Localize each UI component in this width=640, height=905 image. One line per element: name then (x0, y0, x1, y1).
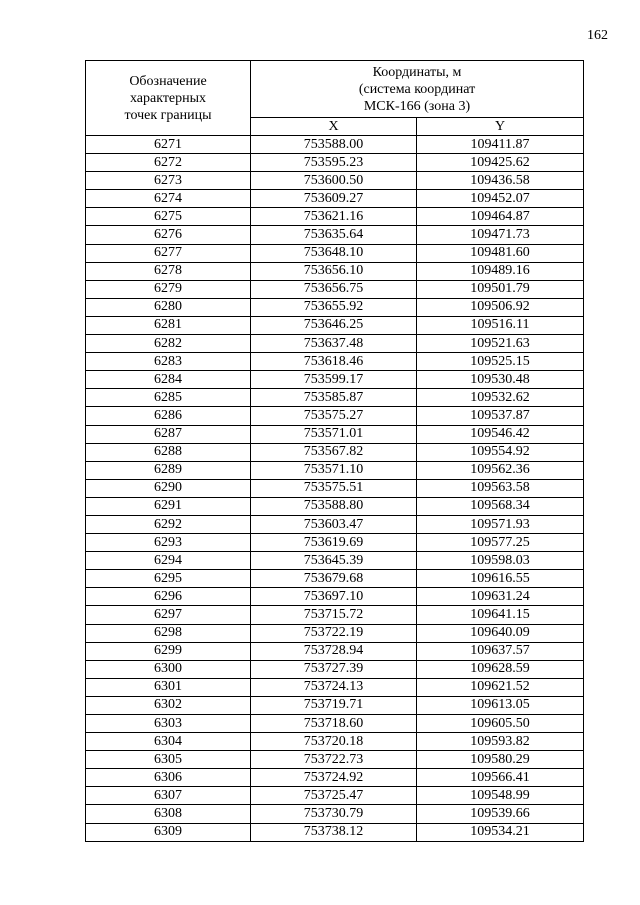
table-row (86, 570, 584, 588)
point-id-cell: 6271 (86, 136, 251, 154)
x-coordinate-cell: 753618.46 (251, 353, 417, 371)
x-coordinate-cell: 753635.64 (251, 226, 417, 244)
y-coordinate-cell: 109605.50 (417, 715, 584, 733)
table-row (86, 262, 584, 280)
table-row (86, 154, 584, 172)
x-coordinate-cell: 753697.10 (251, 588, 417, 606)
point-designation-header (86, 61, 251, 136)
x-coordinate-cell: 753722.19 (251, 624, 417, 642)
x-coordinate-cell: 753646.25 (251, 316, 417, 334)
point-id-cell: 6277 (86, 244, 251, 262)
table-row (86, 353, 584, 371)
x-coordinate-cell: 753619.69 (251, 534, 417, 552)
point-id-cell: 6294 (86, 552, 251, 570)
point-id-cell: 6308 (86, 805, 251, 823)
x-coordinate-cell: 753588.00 (251, 136, 417, 154)
y-coordinate-cell: 109566.41 (417, 769, 584, 787)
table-row (86, 552, 584, 570)
point-id-cell: 6306 (86, 769, 251, 787)
x-coordinate-cell: 753718.60 (251, 715, 417, 733)
y-coordinate-cell: 109530.48 (417, 371, 584, 389)
x-coordinate-cell: 753609.27 (251, 190, 417, 208)
point-id-cell: 6276 (86, 226, 251, 244)
x-coordinate-cell: 753645.39 (251, 552, 417, 570)
table-row (86, 624, 584, 642)
point-header-line: точек границы (124, 107, 212, 123)
table-row (86, 316, 584, 334)
y-coordinate-cell: 109548.99 (417, 787, 584, 805)
point-id-cell: 6296 (86, 588, 251, 606)
table-row (86, 769, 584, 787)
y-coordinate-cell: 109562.36 (417, 461, 584, 479)
table-row (86, 751, 584, 769)
table-row (86, 660, 584, 678)
point-id-cell: 6299 (86, 642, 251, 660)
point-id-cell: 6298 (86, 624, 251, 642)
coords-header-line: (система координат (358, 81, 476, 97)
point-id-cell: 6301 (86, 678, 251, 696)
y-coordinate-cell: 109534.21 (417, 823, 584, 841)
y-coordinate-cell: 109525.15 (417, 353, 584, 371)
table-row (86, 733, 584, 751)
x-coordinate-cell: 753719.71 (251, 696, 417, 714)
x-coordinate-cell: 753715.72 (251, 606, 417, 624)
y-coordinate-cell: 109571.93 (417, 515, 584, 533)
y-coordinate-cell: 109640.09 (417, 624, 584, 642)
table-row (86, 696, 584, 714)
y-column-header: Y (417, 118, 584, 136)
point-id-cell: 6304 (86, 733, 251, 751)
y-coordinate-cell: 109563.58 (417, 479, 584, 497)
table-row (86, 497, 584, 515)
point-id-cell: 6292 (86, 515, 251, 533)
header-row (86, 61, 584, 118)
x-coordinate-cell: 753621.16 (251, 208, 417, 226)
coordinates-header (251, 61, 584, 118)
coords-header-line: Координаты, м (372, 64, 462, 80)
point-id-cell: 6282 (86, 335, 251, 353)
coordinates-table (85, 60, 584, 842)
y-coordinate-cell: 109501.79 (417, 280, 584, 298)
y-coordinate-cell: 109471.73 (417, 226, 584, 244)
table-row (86, 280, 584, 298)
x-coordinate-cell: 753655.92 (251, 298, 417, 316)
page-number: 162 (587, 28, 608, 43)
x-coordinate-cell: 753724.92 (251, 769, 417, 787)
x-coordinate-cell: 753725.47 (251, 787, 417, 805)
table-row (86, 642, 584, 660)
x-coordinate-cell: 753571.01 (251, 425, 417, 443)
table-row (86, 389, 584, 407)
x-coordinate-cell: 753730.79 (251, 805, 417, 823)
table-row (86, 335, 584, 353)
point-id-cell: 6305 (86, 751, 251, 769)
point-id-cell: 6283 (86, 353, 251, 371)
y-coordinate-cell: 109621.52 (417, 678, 584, 696)
y-coordinate-cell: 109539.66 (417, 805, 584, 823)
point-id-cell: 6300 (86, 660, 251, 678)
x-coordinate-cell: 753724.13 (251, 678, 417, 696)
y-coordinate-cell: 109489.16 (417, 262, 584, 280)
table-row (86, 443, 584, 461)
y-coordinate-cell: 109554.92 (417, 443, 584, 461)
x-coordinate-cell: 753720.18 (251, 733, 417, 751)
y-coordinate-cell: 109436.58 (417, 172, 584, 190)
y-coordinate-cell: 109537.87 (417, 407, 584, 425)
point-id-cell: 6302 (86, 696, 251, 714)
point-id-cell: 6309 (86, 823, 251, 841)
point-id-cell: 6290 (86, 479, 251, 497)
y-coordinate-cell: 109641.15 (417, 606, 584, 624)
table-row (86, 244, 584, 262)
point-id-cell: 6297 (86, 606, 251, 624)
table-body (86, 136, 584, 842)
y-coordinate-cell: 109506.92 (417, 298, 584, 316)
point-id-cell: 6274 (86, 190, 251, 208)
y-coordinate-cell: 109637.57 (417, 642, 584, 660)
y-coordinate-cell: 109616.55 (417, 570, 584, 588)
point-id-cell: 6295 (86, 570, 251, 588)
x-coordinate-cell: 753722.73 (251, 751, 417, 769)
coords-header-line: МСК-166 (зона 3) (363, 98, 471, 114)
table-row (86, 425, 584, 443)
y-coordinate-cell: 109568.34 (417, 497, 584, 515)
x-coordinate-cell: 753656.75 (251, 280, 417, 298)
y-coordinate-cell: 109593.82 (417, 733, 584, 751)
x-coordinate-cell: 753738.12 (251, 823, 417, 841)
table-row (86, 407, 584, 425)
point-id-cell: 6284 (86, 371, 251, 389)
point-id-cell: 6303 (86, 715, 251, 733)
x-coordinate-cell: 753575.51 (251, 479, 417, 497)
y-coordinate-cell: 109628.59 (417, 660, 584, 678)
y-coordinate-cell: 109425.62 (417, 154, 584, 172)
x-coordinate-cell: 753585.87 (251, 389, 417, 407)
point-header-line: Обозначение (129, 73, 207, 89)
y-coordinate-cell: 109613.05 (417, 696, 584, 714)
table-row (86, 534, 584, 552)
x-coordinate-cell: 753637.48 (251, 335, 417, 353)
point-header-line: характерных (129, 90, 207, 106)
x-coordinate-cell: 753727.39 (251, 660, 417, 678)
point-id-cell: 6286 (86, 407, 251, 425)
x-coordinate-cell: 753567.82 (251, 443, 417, 461)
table-row (86, 515, 584, 533)
point-id-cell: 6280 (86, 298, 251, 316)
table-row (86, 172, 584, 190)
table-row (86, 479, 584, 497)
y-coordinate-cell: 109598.03 (417, 552, 584, 570)
y-coordinate-cell: 109481.60 (417, 244, 584, 262)
point-id-cell: 6285 (86, 389, 251, 407)
y-coordinate-cell: 109411.87 (417, 136, 584, 154)
table-row (86, 208, 584, 226)
point-id-cell: 6287 (86, 425, 251, 443)
table-row (86, 226, 584, 244)
table-row (86, 606, 584, 624)
table-row (86, 371, 584, 389)
point-id-cell: 6273 (86, 172, 251, 190)
y-coordinate-cell: 109516.11 (417, 316, 584, 334)
point-id-cell: 6278 (86, 262, 251, 280)
x-coordinate-cell: 753599.17 (251, 371, 417, 389)
y-coordinate-cell: 109532.62 (417, 389, 584, 407)
y-coordinate-cell: 109546.42 (417, 425, 584, 443)
y-coordinate-cell: 109464.87 (417, 208, 584, 226)
x-coordinate-cell: 753595.23 (251, 154, 417, 172)
point-id-cell: 6288 (86, 443, 251, 461)
point-id-cell: 6275 (86, 208, 251, 226)
table-row (86, 588, 584, 606)
point-id-cell: 6281 (86, 316, 251, 334)
x-coordinate-cell: 753575.27 (251, 407, 417, 425)
x-coordinate-cell: 753603.47 (251, 515, 417, 533)
point-id-cell: 6289 (86, 461, 251, 479)
point-id-cell: 6293 (86, 534, 251, 552)
y-coordinate-cell: 109521.63 (417, 335, 584, 353)
x-coordinate-cell: 753600.50 (251, 172, 417, 190)
x-coordinate-cell: 753656.10 (251, 262, 417, 280)
point-id-cell: 6279 (86, 280, 251, 298)
x-coordinate-cell: 753728.94 (251, 642, 417, 660)
table-row (86, 823, 584, 841)
table-row (86, 136, 584, 154)
point-id-cell: 6272 (86, 154, 251, 172)
y-coordinate-cell: 109631.24 (417, 588, 584, 606)
point-id-cell: 6307 (86, 787, 251, 805)
table-row (86, 461, 584, 479)
table-row (86, 787, 584, 805)
x-coordinate-cell: 753679.68 (251, 570, 417, 588)
y-coordinate-cell: 109452.07 (417, 190, 584, 208)
y-coordinate-cell: 109580.29 (417, 751, 584, 769)
x-column-header: X (251, 118, 417, 136)
y-coordinate-cell: 109577.25 (417, 534, 584, 552)
table-row (86, 298, 584, 316)
table-row (86, 678, 584, 696)
table-row (86, 715, 584, 733)
table-row (86, 805, 584, 823)
x-coordinate-cell: 753588.80 (251, 497, 417, 515)
table-row (86, 190, 584, 208)
x-coordinate-cell: 753571.10 (251, 461, 417, 479)
x-coordinate-cell: 753648.10 (251, 244, 417, 262)
point-id-cell: 6291 (86, 497, 251, 515)
